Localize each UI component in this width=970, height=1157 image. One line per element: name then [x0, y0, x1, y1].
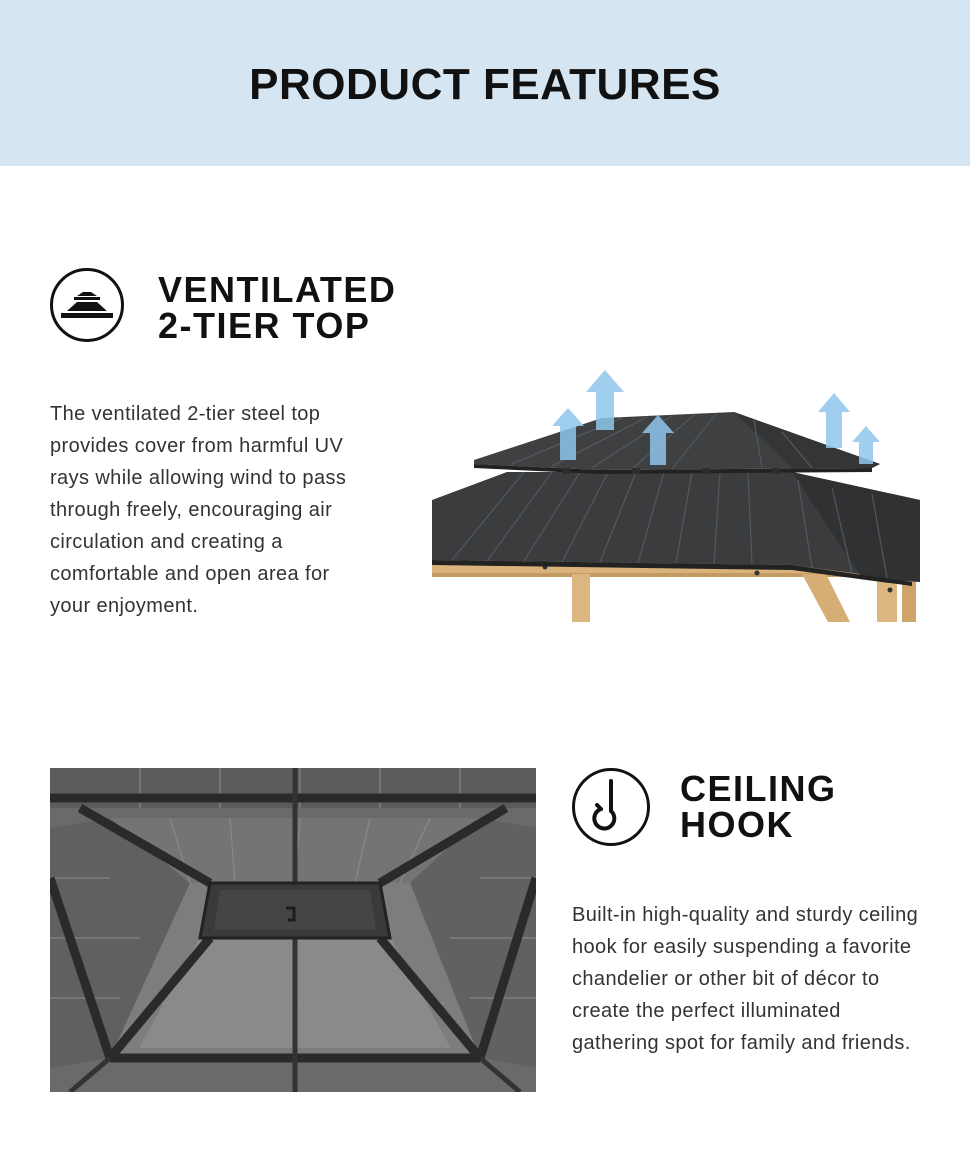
feature-description: The ventilated 2-tier steel top provides cover from harmful UV rays while allowing wind to pass through freely, encouraging air circulation and creating a comfortable and open area for your enjoyment. [50, 403, 347, 617]
gazebo-ceiling-image [50, 768, 536, 1092]
feature-title [158, 269, 397, 346]
ceiling-hook-icon [572, 768, 650, 846]
header-banner [0, 0, 970, 166]
feature-title [680, 768, 837, 845]
feature-title-line1: CEILING [680, 768, 837, 809]
gazebo-roof-image [432, 360, 920, 622]
feature-title-line2: 2-TIER TOP [158, 305, 371, 346]
feature-title-line1: VENTILATED [158, 269, 397, 310]
feature-title-line2: HOOK [680, 804, 794, 845]
roof-tier-icon [50, 268, 124, 342]
page-title: PRODUCT FEATURES [249, 60, 721, 109]
feature-description: Built-in high-quality and sturdy ceiling hook for easily suspending a favorite chandelier or other bit of décor to create the perfect illuminated gathering spot for family and friends. [572, 904, 919, 1054]
